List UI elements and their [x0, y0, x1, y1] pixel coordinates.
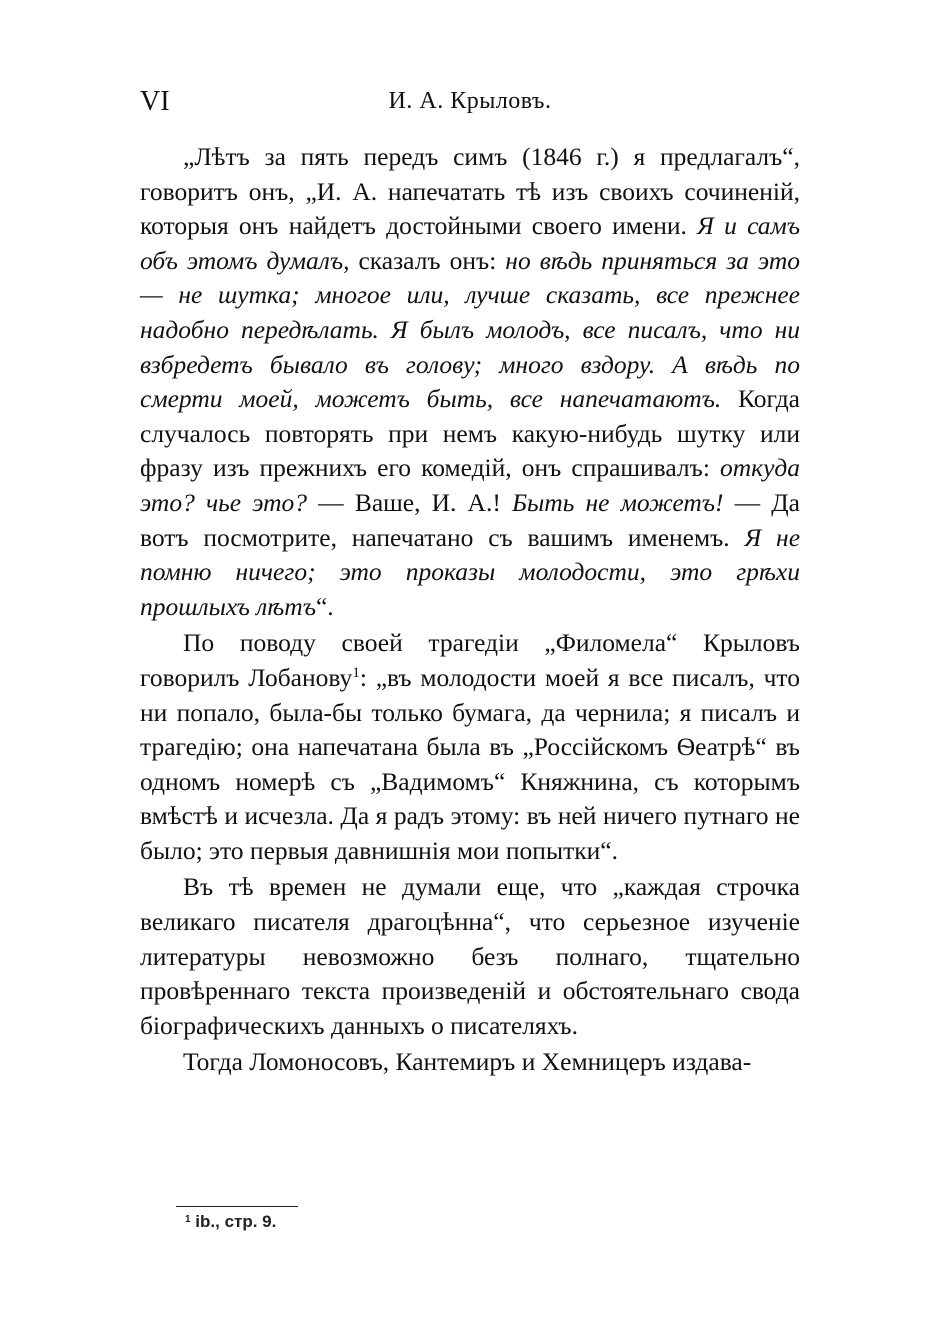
paragraph-4 — [140, 1045, 800, 1080]
footnote-marker: 1 — [185, 1214, 191, 1225]
footnote-text: ib., стр. 9. — [195, 1212, 277, 1231]
text-run: Когда случалось повторять при немъ какую-нибудь шутку или фразу изъ прежнихъ его комедій, онъ спрашивалъ: — [140, 384, 800, 483]
text-run: По поводу своей трагедіи „Филомела“ Крыловъ говорилъ Лобанову — [140, 628, 800, 692]
italic-run: Я и самъ объ этомъ думалъ, — [140, 211, 800, 275]
paragraph-1 — [140, 140, 800, 624]
text-run: — Ваше, И. А.! — [307, 487, 512, 517]
footnote — [185, 1212, 276, 1232]
page-number: VI — [140, 86, 170, 117]
paragraph-3 — [140, 870, 800, 1043]
text-run: “. — [315, 591, 334, 621]
paragraph-2 — [140, 626, 800, 868]
text-run: Тогда Ломоносовъ, Кантемиръ и Хемницеръ издава- — [183, 1047, 752, 1077]
text-run: — Да вотъ посмотрите, напечатано съ вашимъ именемъ. — [140, 487, 801, 552]
italic-run: откуда это? чье это? — [140, 453, 800, 517]
text-run: Въ тѣ времен не думали еще, что „каждая строчка великаго писателя драгоцѣнна“, что серьезное изученіе литературы невозможно безъ полнаго, тщательно провѣреннаго текста произведеній и обстоятельнаго свода біографическихъ данныхъ о писателяхъ. — [140, 872, 800, 1040]
running-head — [140, 86, 800, 126]
text-run: „Лѣтъ за пять передъ симъ (1846 г.) я предлагалъ“, говоритъ онъ, „И. А. напечатать тѣ изъ своихъ сочиненій, которыя онъ найдетъ достойными своего имени. — [140, 142, 800, 241]
text-run: : „въ молодости моей я все писалъ, что ни попало, была-бы только бумага, да чернила; я писалъ и трагедію; она напечатана была въ „Россійскомъ Ѳеатрѣ“ въ одномъ номерѣ съ „Вадимомъ“ Княжнина, съ которымъ вмѣстѣ и исчезла. Да я радъ этому: въ ней ничего путнаго не было; это первыя давнишнія мои попытки“. — [140, 662, 800, 865]
italic-run: но вѣдь приняться за это — не шутка; многое или, лучше сказать, все прежнее надобно передѣлать. Я былъ молодъ, все писалъ, что ни взбредетъ бывало въ голову; много вздору. А вѣдь по смерти моей, можетъ быть, все напечатаютъ. — [140, 245, 800, 414]
footnote-divider — [176, 1206, 298, 1207]
text-run: сказалъ онъ: — [349, 245, 506, 275]
footnote-reference: 1 — [352, 664, 360, 681]
body-text — [140, 140, 800, 1080]
italic-run: Быть не можетъ! — [512, 487, 724, 517]
running-title: И. А. Крыловъ. — [388, 88, 552, 114]
italic-run: Я не помню ничего; это проказы молодости, это грѣхи прошлыхъ лѣтъ — [140, 522, 801, 621]
